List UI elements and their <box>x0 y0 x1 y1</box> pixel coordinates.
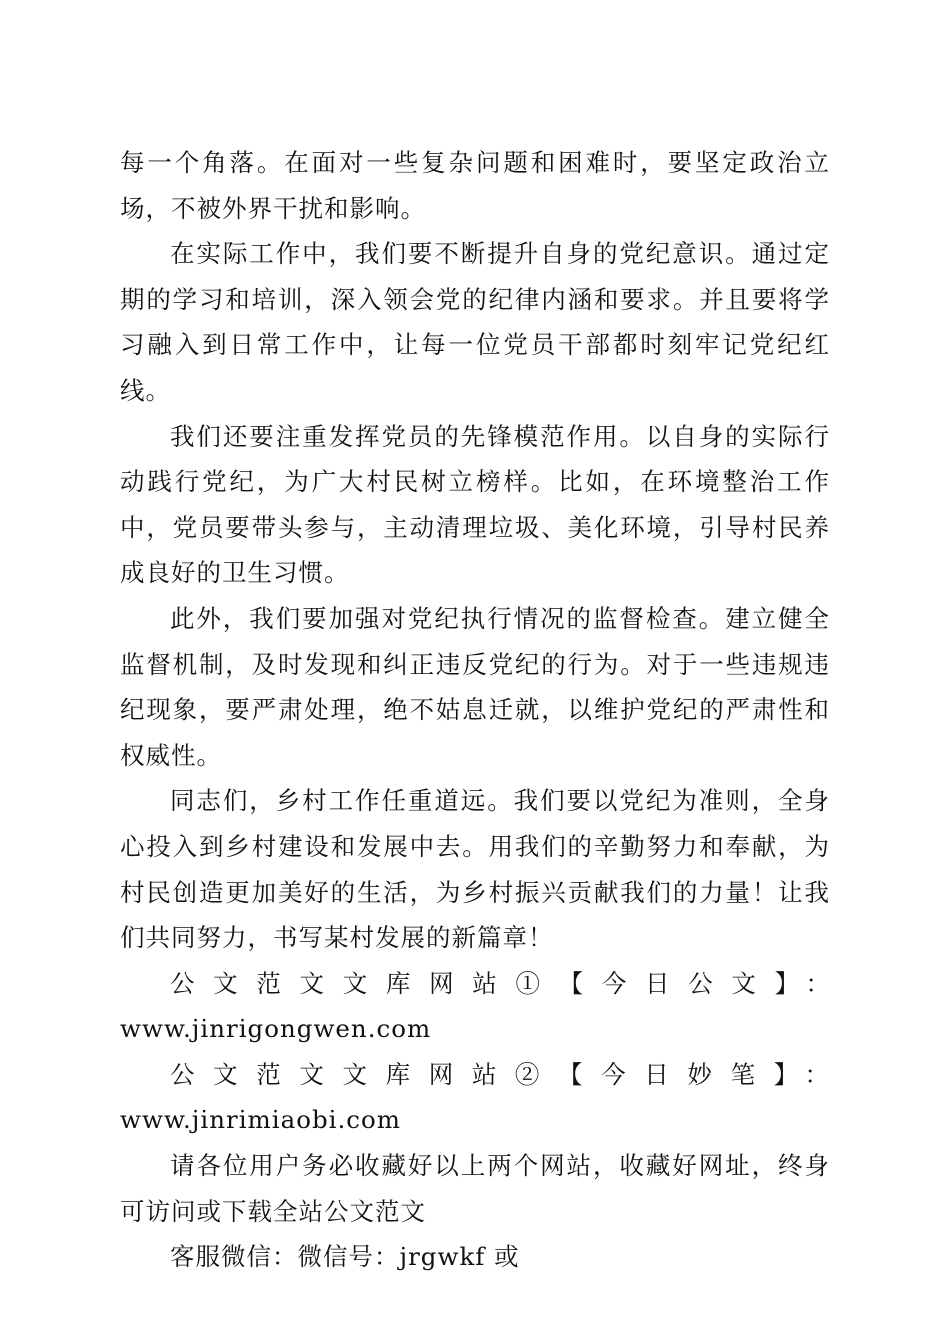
footer-notice: 请各位用户务必收藏好以上两个网站，收藏好网址，终身可访问或下载全站公文范文 <box>120 1151 830 1226</box>
paragraph-4: 此外，我们要加强对党纪执行情况的监督检查。建立健全监督机制，及时发现和纠正违反党纪的行为。对于一些违规违纪现象，要严肃处理，绝不姑息迁就，以维护党纪的严肃性和权威性。 <box>120 603 830 770</box>
paragraph-3: 我们还要注重发挥党员的先锋模范作用。以自身的实际行动践行党纪，为广大村民树立榜样。比如，在环境整治工作中，党员要带头参与，主动清理垃圾、美化环境，引导村民养成良好的卫生习惯。 <box>120 421 830 588</box>
paragraph-5: 同志们，乡村工作任重道远。我们要以党纪为准则，全身心投入到乡村建设和发展中去。用我们的辛勤努力和奉献，为村民创造更加美好的生活，为乡村振兴贡献我们的力量！让我们共同努力，书写某村发展的新篇章！ <box>120 786 830 953</box>
paragraph-2: 在实际工作中，我们要不断提升自身的党纪意识。通过定期的学习和培训，深入领会党的纪律内涵和要求。并且要将学习融入到日常工作中，让每一位党员干部都时刻牢记党纪红线。 <box>120 239 830 405</box>
footer-site1-line: 公文范文文库网站①【今日公文】： <box>170 968 830 998</box>
document-page <box>120 140 830 1280</box>
paragraph-1: 每一个角落。在面对一些复杂问题和困难时，要坚定政治立场，不被外界干扰和影响。 <box>120 148 830 223</box>
footer-site1-url: www.jinrigongwen.com <box>120 1014 432 1044</box>
footer-site2-line: 公文范文文库网站②【今日妙笔】：www.jinrimiaobi.com <box>120 1059 830 1135</box>
footer-service: 客服微信：微信号：jrgwkf 或 <box>170 1242 520 1272</box>
